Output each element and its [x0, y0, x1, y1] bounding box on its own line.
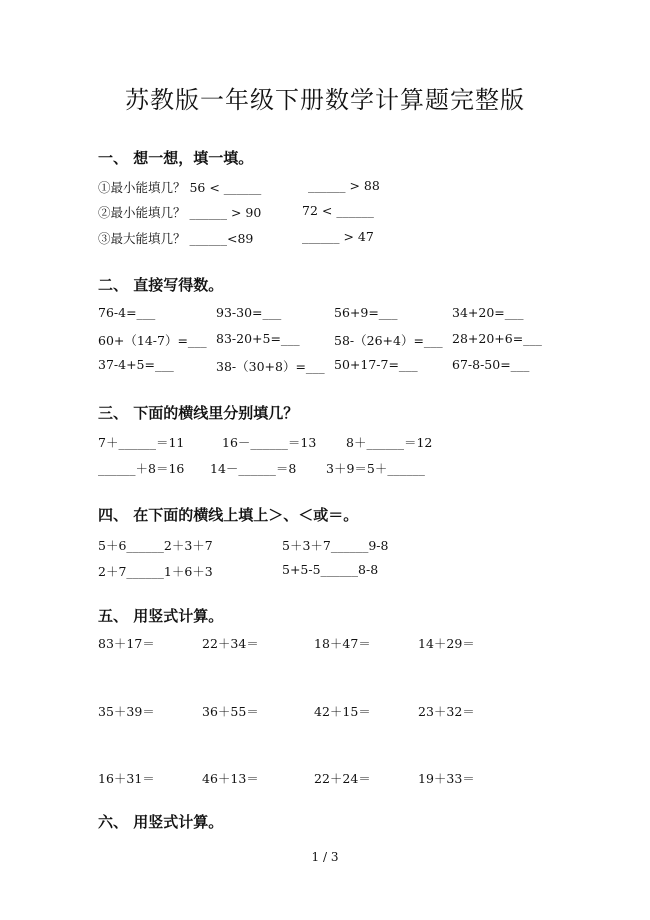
- section-2-heading: 二、 直接写得数。: [98, 276, 224, 294]
- section-5-heading: 五、 用竖式计算。: [98, 607, 224, 625]
- problem: 22＋34＝: [202, 636, 259, 651]
- problem: 76-4=___: [98, 305, 156, 320]
- problem: 14＋29＝: [418, 636, 475, 651]
- problem: ______ > 88: [308, 178, 380, 193]
- problem: 83-20+5=___: [216, 331, 300, 346]
- problem: 7＋______＝11: [98, 435, 185, 450]
- problem: 38-（30+8）=___: [216, 359, 325, 374]
- problem: 5＋6______2＋3＋7: [98, 538, 213, 553]
- problem: 5+5-5______8-8: [282, 562, 379, 577]
- problem: ②最小能填几？ ______ > 90: [98, 205, 262, 220]
- section-6-heading: 六、 用竖式计算。: [98, 813, 224, 831]
- problem: 16－______＝13: [222, 435, 317, 450]
- section-3-heading: 三、 下面的横线里分别填几？: [98, 404, 299, 422]
- problem: 3＋9＝5＋______: [326, 461, 425, 476]
- problem: 56+9=___: [334, 305, 398, 320]
- page-number: 1 / 3: [311, 850, 339, 864]
- section-1-heading: 一、 想一想，填一填。: [98, 149, 254, 167]
- problem: ______ > 47: [302, 229, 374, 244]
- problem: 72 < ______: [302, 203, 374, 218]
- problem: 42＋15＝: [314, 704, 371, 719]
- problem: 14－______＝8: [210, 461, 297, 476]
- problem: 83＋17＝: [98, 636, 155, 651]
- problem: 60+（14-7）=___: [98, 333, 207, 348]
- problem: 23＋32＝: [418, 704, 475, 719]
- page-title: 苏教版一年级下册数学计算题完整版: [125, 86, 525, 114]
- problem: 34+20=___: [452, 305, 524, 320]
- problem: 19＋33＝: [418, 771, 475, 786]
- problem: 16＋31＝: [98, 771, 155, 786]
- problem: 18＋47＝: [314, 636, 371, 651]
- problem: 93-30=___: [216, 305, 282, 320]
- problem: 22＋24＝: [314, 771, 371, 786]
- problem: 8＋______＝12: [346, 435, 433, 450]
- problem: ①最小能填几？ 56 < ______: [98, 180, 262, 195]
- problem: 50+17-7=___: [334, 357, 418, 372]
- problem: 35＋39＝: [98, 704, 155, 719]
- problem: 36＋55＝: [202, 704, 259, 719]
- problem: 46＋13＝: [202, 771, 259, 786]
- problem: 67-8-50=___: [452, 357, 530, 372]
- problem: 58-（26+4）=___: [334, 333, 443, 348]
- problem: 2＋7______1＋6＋3: [98, 564, 213, 579]
- problem: 5＋3＋7______9-8: [282, 538, 389, 553]
- problem: ③最大能填几？ ______<89: [98, 231, 254, 246]
- problem: 28+20+6=___: [452, 331, 542, 346]
- problem: ______＋8＝16: [98, 461, 185, 476]
- problem: 37-4+5=___: [98, 357, 174, 372]
- section-4-heading: 四、 在下面的横线上填上＞、＜或＝。: [98, 506, 359, 524]
